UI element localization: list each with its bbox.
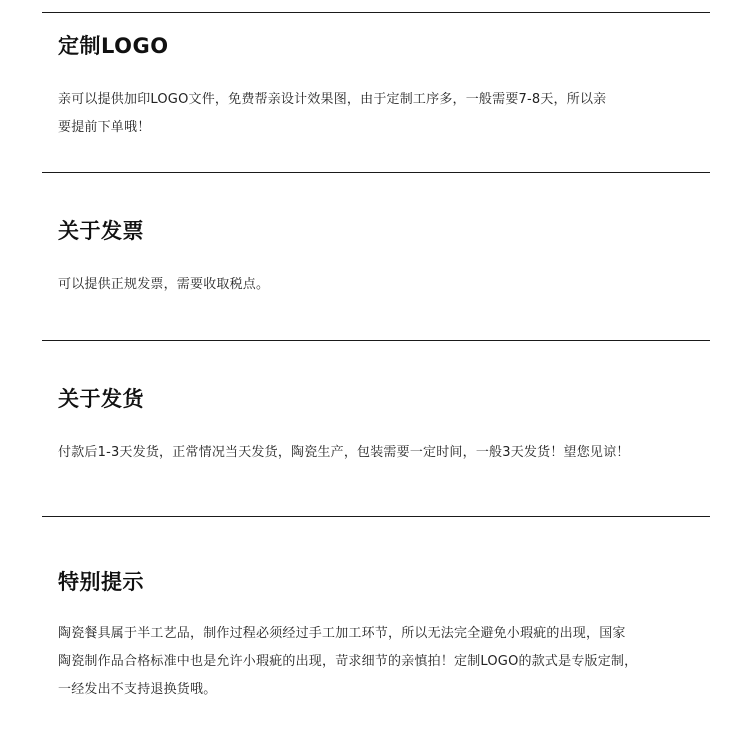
section-title: 关于发货 [58, 387, 144, 411]
section-shipping [58, 385, 708, 467]
section-text-line: 付款后1-3天发货，正常情况当天发货，陶瓷生产，包装需要一定时间，一般3天发货！望您见谅！ [58, 445, 630, 460]
section-special-notice [58, 568, 708, 704]
section-invoice [58, 217, 708, 299]
section-title: 定制LOGO [58, 34, 169, 58]
section-text-line: 一经发出不支持退换货哦。 [58, 682, 217, 697]
section-divider [42, 172, 710, 173]
section-divider [42, 340, 710, 341]
section-text-line: 可以提供正规发票，需要收取税点。 [58, 277, 270, 292]
section-title: 特别提示 [58, 570, 144, 594]
section-text-line: 要提前下单哦！ [58, 120, 151, 135]
section-text-line: 亲可以提供加印LOGO文件，免费帮亲设计效果图，由于定制工序多，一般需要7-8天，所以亲 [58, 92, 607, 107]
section-text-line: 陶瓷制作品合格标准中也是允许小瑕疵的出现，苛求细节的亲慎拍！定制LOGO的款式是专版定制， [58, 654, 638, 669]
section-text-line: 陶瓷餐具属于半工艺品，制作过程必须经过手工加工环节，所以无法完全避免小瑕疵的出现，国家 [58, 626, 626, 641]
section-custom-logo [58, 32, 708, 142]
section-divider [42, 516, 710, 517]
section-title: 关于发票 [58, 219, 144, 243]
top-divider [42, 12, 710, 13]
